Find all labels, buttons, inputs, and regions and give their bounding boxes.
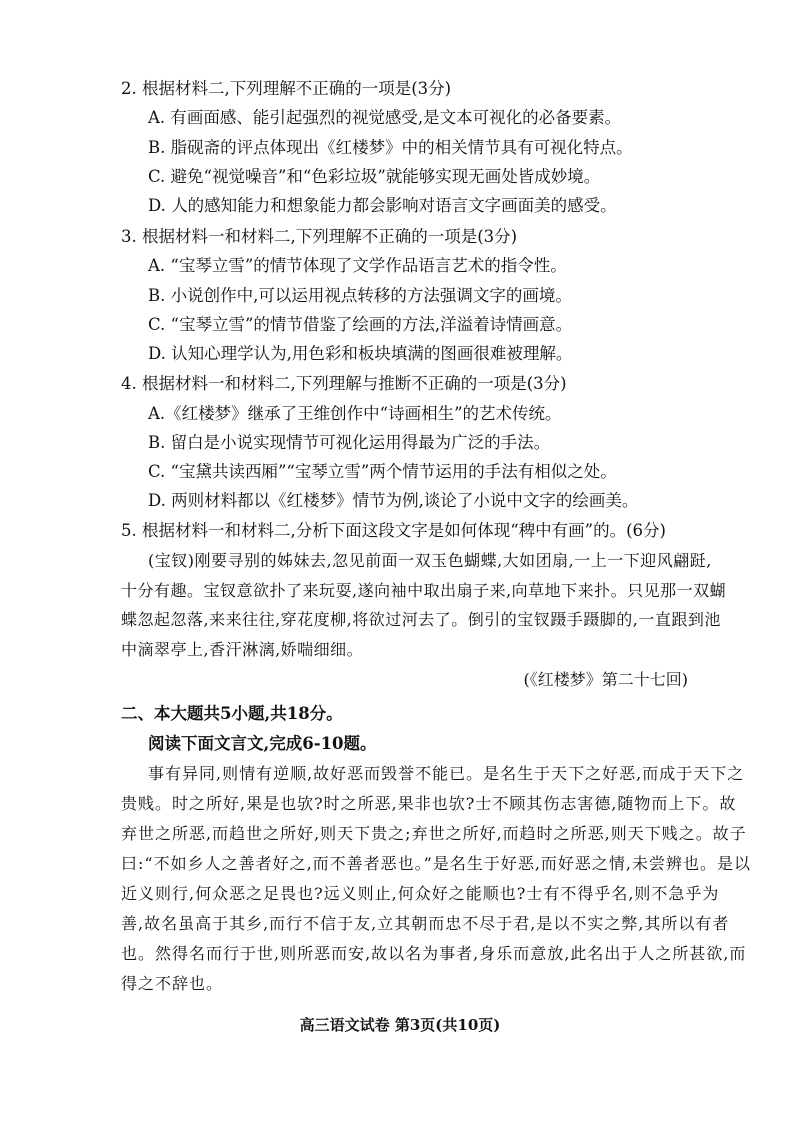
question-2-option-d: D. 人的感知能力和想象能力都会影响对语言文字画面美的感受。 bbox=[148, 196, 617, 215]
section-2-heading: 二、本大题共5小题,共18分。 bbox=[121, 704, 343, 723]
classical-text-line: 近义则行,何众恶之足畏也?远义则止,何众好之能顺也?士有不得乎名,则不急乎为 bbox=[121, 884, 720, 903]
classical-text-line: 善,故名虽高于其乡,而行不信于友,立其朝而忠不尽于君,是以不实之弊,其所以有者 bbox=[121, 914, 730, 933]
classical-text-line: 曰:“不如乡人之善者好之,而不善者恶也。”是名生于好恶,而好恶之情,未尝辨也。是以 bbox=[121, 854, 752, 873]
section-2-instruction: 阅读下面文言文,完成6-10题。 bbox=[148, 734, 377, 753]
question-3-stem: 3. 根据材料一和材料二,下列理解不正确的一项是(3分) bbox=[121, 227, 518, 246]
classical-text-line: 弃世之所恶,而趋世之所好,则天下贵之;弃世之所好,而趋时之所恶,则天下贱之。故子 bbox=[121, 824, 747, 843]
question-4-stem: 4. 根据材料一和材料二,下列理解与推断不正确的一项是(3分) bbox=[121, 374, 567, 393]
question-2-option-c: C. 避免“视觉噪音”和“色彩垃圾”就能够实现无画处皆成妙境。 bbox=[148, 167, 601, 186]
classical-text-line: 也。然得名而行于世,则所恶而安,故以名为事者,身乐而意放,此名出于人之所甚欲,而 bbox=[121, 944, 747, 963]
question-5-stem: 5. 根据材料一和材料二,分析下面这段文字是如何体现“稗中有画”的。(6分) bbox=[121, 521, 666, 540]
passage-source: (《红楼梦》第二十七回) bbox=[523, 670, 688, 689]
classical-text-line: 事有异同,则情有逆顺,故好恶而毁誉不能已。是名生于天下之好恶,而成于天下之 bbox=[148, 764, 745, 783]
question-4-option-a: A.《红楼梦》继承了王维创作中“诗画相生”的艺术传统。 bbox=[148, 404, 562, 423]
passage-line: 十分有趣。宝钗意欲扑了来玩耍,遂向袖中取出扇子来,向草地下来扑。只见那一双蝴 bbox=[121, 581, 727, 600]
question-2-option-a: A. 有画面感、能引起强烈的视觉感受,是文本可视化的必备要素。 bbox=[148, 108, 622, 127]
question-3-option-d: D. 认知心理学认为,用色彩和板块填满的图画很难被理解。 bbox=[148, 344, 573, 363]
passage-line: (宝钗)刚要寻别的姊妹去,忽见前面一双玉色蝴蝶,大如团扇,一上一下迎风翩跹, bbox=[148, 551, 712, 570]
question-4-option-c: C. “宝黛共读西厢”“宝琴立雪”两个情节运用的手法有相似之处。 bbox=[148, 462, 617, 481]
question-3-option-a: A. “宝琴立雪”的情节体现了文学作品语言艺术的指令性。 bbox=[148, 256, 567, 275]
question-3-option-b: B. 小说创作中,可以运用视点转移的方法强调文字的画境。 bbox=[148, 286, 572, 305]
classical-text-line: 得之不辞也。 bbox=[121, 974, 224, 993]
question-4-option-b: B. 留白是小说实现情节可视化运用得最为广泛的手法。 bbox=[148, 433, 551, 452]
question-2-option-b: B. 脂砚斋的评点体现出《红楼梦》中的相关情节具有可视化特点。 bbox=[148, 138, 633, 157]
passage-line: 中滴翠亭上,香汗淋漓,娇喘细细。 bbox=[121, 640, 364, 659]
question-2-stem: 2. 根据材料二,下列理解不正确的一项是(3分) bbox=[121, 79, 452, 98]
page-footer: 高三语文试卷 第3页(共10页) bbox=[299, 1016, 501, 1034]
question-3-option-c: C. “宝琴立雪”的情节借鉴了绘画的方法,洋溢着诗情画意。 bbox=[148, 315, 573, 334]
question-4-option-d: D. 两则材料都以《红楼梦》情节为例,谈论了小说中文字的绘画美。 bbox=[148, 491, 639, 510]
classical-text-line: 贵贱。时之所好,果是也欤?时之所恶,果非也欤?士不顾其伤志害德,随物而上下。故 bbox=[121, 794, 737, 813]
passage-line: 蝶忽起忽落,来来往往,穿花度柳,将欲过河去了。倒引的宝钗蹑手蹑脚的,一直跟到池 bbox=[121, 610, 721, 629]
